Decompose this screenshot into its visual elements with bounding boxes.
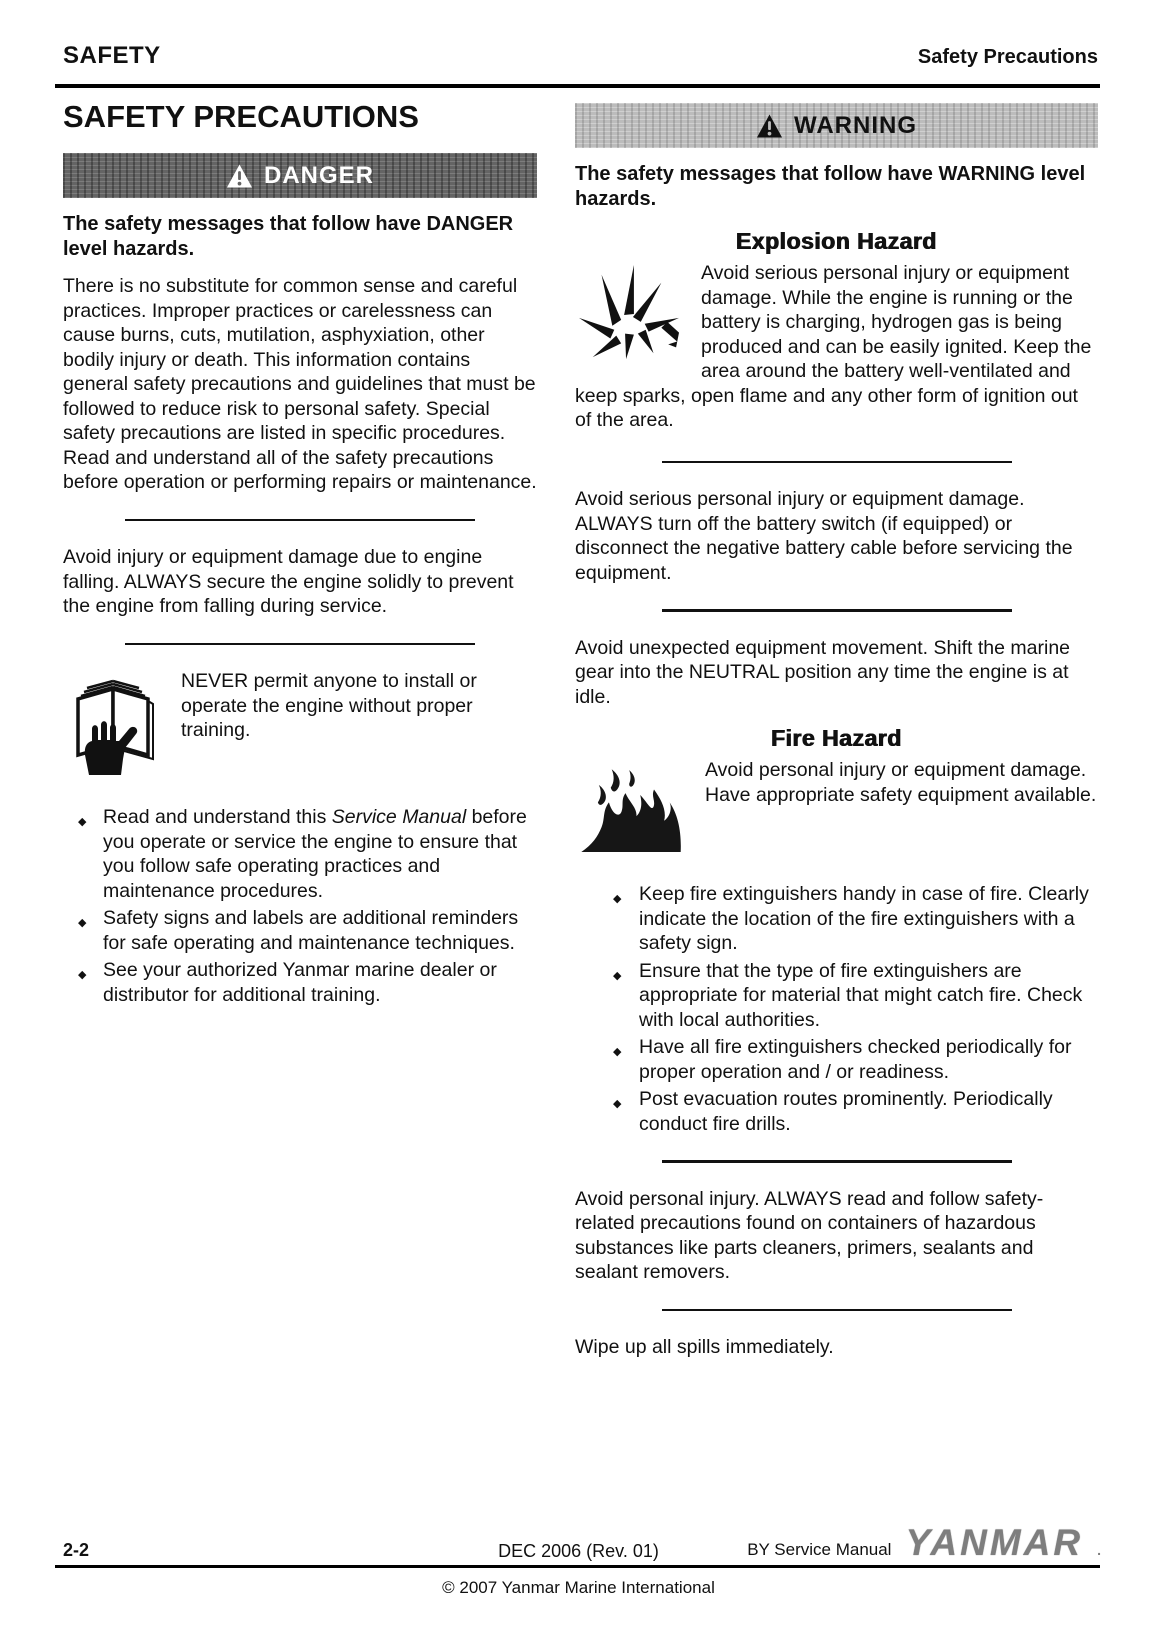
paragraph-general-safety: There is no substitute for common sense and careful practices. Improper practices or carelessness can cause burns, cuts, mutilation, asphyxiation, other bodily injury or death. This information contains general safety precautions and guidelines that must be followed to reduce risk to personal safety. Special safety precautions are listed in specific procedures. Read and understand all of the safety precautions before operation or performing repairs or maintenance.	[63, 275, 537, 493]
paragraph-wipe-spills: Wipe up all spills immediately.	[575, 1336, 834, 1358]
section-divider	[662, 609, 1012, 612]
danger-intro-text: The safety messages that follow have DANGER level hazards.	[63, 213, 514, 260]
explosion-icon	[575, 263, 683, 365]
list-item: ◆ Have all fire extinguishers checked periodically for proper operation and / or readiness.	[575, 1035, 1098, 1084]
footer-manual-name: BY Service Manual	[747, 1540, 892, 1559]
list-item: ◆ Keep fire extinguishers handy in case of fire. Clearly indicate the location of the fire extinguishers with a safety sign.	[575, 882, 1098, 956]
header-chapter-title: SAFETY	[63, 42, 161, 69]
section-divider	[125, 643, 475, 646]
danger-banner-label: DANGER	[263, 161, 374, 189]
footer-copyright: © 2007 Yanmar Marine International	[442, 1578, 715, 1597]
explosion-hazard-note	[575, 261, 1098, 437]
paragraph-neutral-gear: Avoid unexpected equipment movement. Shift the marine gear into the NEUTRAL position any time the engine is at idle.	[575, 636, 1071, 708]
list-item	[63, 805, 537, 903]
yanmar-logo: YANMAR	[905, 1522, 1084, 1563]
section-divider	[662, 461, 1012, 464]
warning-intro-text: The safety messages that follow have WARNING level hazards.	[575, 163, 1086, 210]
warning-triangle-icon	[756, 114, 783, 138]
section-divider	[662, 1309, 1012, 1312]
paragraph-battery-switch: Avoid serious personal injury or equipment damage. ALWAYS turn off the battery switch (if equipped) or disconnect the negative battery cable before servicing the equipment.	[575, 488, 1073, 584]
list-item: ◆ Ensure that the type of fire extinguishers are appropriate for material that might catch fire. Check with local authorities.	[575, 959, 1098, 1033]
footer-revision: DEC 2006 (Rev. 01)	[498, 1541, 659, 1561]
fire-hazard-text: Avoid personal injury or equipment damage. Have appropriate safety equipment available.	[705, 759, 1097, 806]
footer-brand-group	[747, 1522, 1101, 1564]
paragraph-hazardous-containers: Avoid personal injury. ALWAYS read and follow safety-related precautions found on containers of hazardous substances like parts cleaners, primers, sealants and sealant removers.	[575, 1187, 1044, 1283]
fire-bullet-list	[575, 882, 1098, 1136]
training-manual-icon	[63, 671, 163, 775]
header-rule	[55, 84, 1100, 88]
warning-banner-label: WARNING	[794, 111, 917, 139]
bullet-text-italic: Service Manual	[331, 806, 467, 828]
list-item: ◆ Post evacuation routes prominently. Periodically conduct fire drills.	[575, 1087, 1098, 1136]
explosion-hazard-heading: Explosion Hazard	[736, 228, 937, 254]
header-section-title: Safety Precautions	[917, 46, 1098, 68]
yanmar-logo-mark: .	[1097, 1542, 1101, 1558]
fire-hazard-note	[575, 758, 1098, 856]
warning-triangle-icon	[226, 164, 253, 188]
fire-hazard-heading: Fire Hazard	[771, 725, 902, 751]
bullet-text: before you operate or service the engine to ensure that you follow safe operating practices and maintenance procedures.	[103, 806, 527, 902]
footer-page-number: 2-2	[63, 1540, 90, 1560]
section-divider	[125, 519, 475, 522]
training-note	[63, 669, 537, 779]
training-note-text: NEVER permit anyone to install or operate the engine without proper training.	[181, 670, 477, 741]
list-item: ◆ See your authorized Yanmar marine dealer or distributor for additional training.	[63, 958, 537, 1007]
danger-banner	[63, 153, 537, 198]
section-divider	[662, 1160, 1012, 1163]
page-header	[63, 42, 1098, 70]
right-column	[575, 103, 1098, 1372]
danger-bullet-list	[63, 805, 537, 1007]
paragraph-engine-falling: Avoid injury or equipment damage due to engine falling. ALWAYS secure the engine solidly to prevent the engine from falling during service.	[63, 546, 514, 617]
fire-icon	[575, 760, 687, 852]
list-item: ◆ Safety signs and labels are additional reminders for safe operating and maintenance techniques.	[63, 906, 537, 955]
bullet-text: Read and understand this	[103, 806, 332, 828]
left-column	[63, 97, 537, 1010]
page-title: SAFETY PRECAUTIONS	[63, 99, 419, 134]
explosion-hazard-text: Avoid serious personal injury or equipment damage. While the engine is running or the battery is charging, hydrogen gas is being produced and can be easily ignited. Keep the area around the battery well-ventilated and keep sparks, open flame and any other form of ignition out of the area.	[575, 262, 1092, 431]
footer-rule	[55, 1565, 1100, 1568]
warning-banner	[575, 103, 1098, 148]
